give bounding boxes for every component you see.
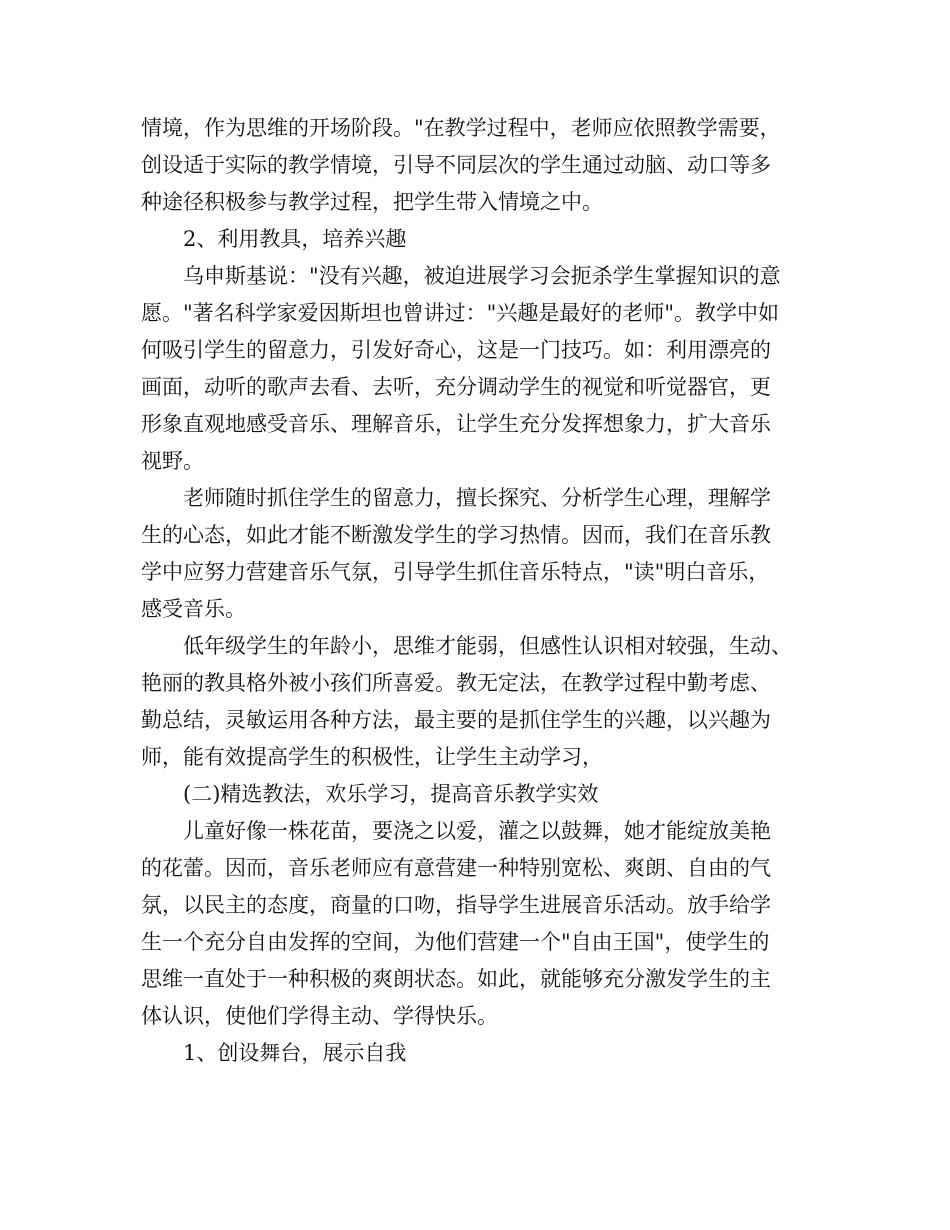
subheading-text: 1、创设舞台，展示自我 xyxy=(183,1041,407,1065)
text-line: 视野。 xyxy=(141,449,204,473)
text-line: 勤总结，灵敏运用各种方法，最主要的是抓住学生的兴趣，以兴趣为 xyxy=(141,708,771,732)
section-heading-text: (二)精选教法，欢乐学习，提高音乐教学实效 xyxy=(183,782,599,806)
text-line: 儿童好像一株花苗，要浇之以爱，灌之以鼓舞，她才能绽放美艳 xyxy=(183,819,771,843)
text-line: 画面，动听的歌声去看、去听，充分调动学生的视觉和听觉器官，更 xyxy=(141,375,771,399)
paragraph-interest-quotes xyxy=(141,258,821,480)
section-heading-teaching-methods xyxy=(141,776,821,813)
text-line: 的花蕾。因而，音乐老师应有意营建一种特别宽松、爽朗、自由的气 xyxy=(141,856,771,880)
text-line: 学中应努力营建音乐气氛，引导学生抓住音乐特点，"读"明白音乐， xyxy=(141,560,770,584)
text-line: 老师随时抓住学生的留意力，擅长探究、分析学生心理，理解学 xyxy=(183,486,771,510)
text-line: 低年级学生的年龄小，思维才能弱，但感性认识相对较强，生动、 xyxy=(183,634,792,658)
text-line: 创设适于实际的教学情境，引导不同层次的学生通过动脑、动口等多 xyxy=(141,153,771,177)
text-line: 形象直观地感受音乐、理解音乐，让学生充分发挥想象力，扩大音乐 xyxy=(141,412,771,436)
text-line: 生一个充分自由发挥的空间，为他们营建一个"自由王国"，使学生的 xyxy=(141,930,770,954)
paragraph-lower-grades xyxy=(141,628,821,776)
text-line: 生的心态，如此才能不断激发学生的学习热情。因而，我们在音乐教 xyxy=(141,523,771,547)
paragraph-situation-creation xyxy=(141,110,821,221)
paragraph-children-flower xyxy=(141,813,821,1035)
paragraph-teacher-attention xyxy=(141,480,821,628)
text-line: 乌申斯基说："没有兴趣，被迫进展学习会扼杀学生掌握知识的意 xyxy=(183,264,781,288)
document-body xyxy=(141,110,821,1072)
text-line: 感受音乐。 xyxy=(141,597,246,621)
text-line: 种途径积极参与教学过程，把学生带入情境之中。 xyxy=(141,190,603,214)
subheading-text: 2、利用教具，培养兴趣 xyxy=(183,227,407,251)
text-line: 艳丽的教具格外被小孩们所喜爱。教无定法，在教学过程中勤考虑、 xyxy=(141,671,771,695)
text-line: 思维一直处于一种积极的爽朗状态。如此，就能够充分激发学生的主 xyxy=(141,967,771,991)
text-line: 氛，以民主的态度，商量的口吻，指导学生进展音乐活动。放手给学 xyxy=(141,893,771,917)
text-line: 愿。"著名科学家爱因斯坦也曾讲过："兴趣是最好的老师"。教学中如 xyxy=(141,301,779,325)
text-line: 体认识，使他们学得主动、学得快乐。 xyxy=(141,1004,498,1028)
subheading-create-stage xyxy=(141,1035,821,1072)
text-line: 何吸引学生的留意力，引发好奇心，这是一门技巧。如：利用漂亮的 xyxy=(141,338,771,362)
text-line: 师，能有效提高学生的积极性，让学生主动学习， xyxy=(141,745,603,769)
text-line: 情境，作为思维的开场阶段。"在教学过程中，老师应依照教学需要， xyxy=(141,116,781,140)
subheading-teaching-aids xyxy=(141,221,821,258)
